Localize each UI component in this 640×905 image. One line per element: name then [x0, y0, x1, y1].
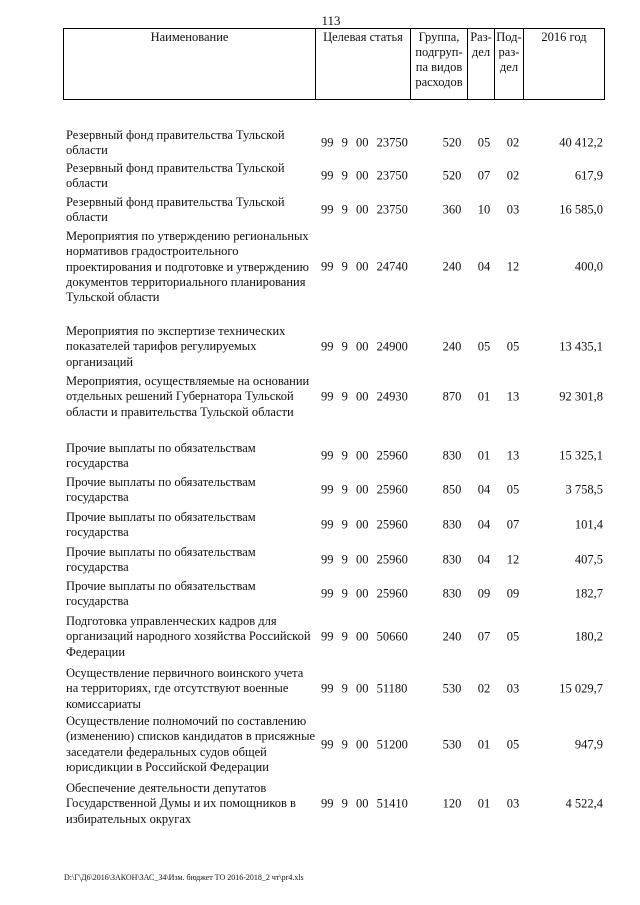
row-expense-group: 520 [442, 168, 462, 183]
row-amount: 13 435,1 [559, 339, 603, 354]
row-subsection: 03 [506, 681, 520, 696]
row-section: 05 [477, 339, 491, 354]
table-row [66, 545, 611, 576]
row-expense-group: 360 [442, 202, 462, 217]
row-amount: 400,0 [574, 259, 603, 274]
row-expense-group: 120 [442, 796, 462, 811]
row-name: Прочие выплаты по обязательствам государства [66, 441, 256, 471]
row-name: Прочие выплаты по обязательствам государства [66, 579, 256, 609]
row-target-article: 99 9 00 50660 [321, 629, 408, 644]
row-subsection: 12 [506, 259, 520, 274]
row-target-article: 99 9 00 23750 [321, 168, 408, 183]
row-target-article: 99 9 00 25960 [321, 448, 408, 463]
row-section: 04 [477, 259, 491, 274]
row-target-article: 99 9 00 24900 [321, 339, 408, 354]
row-subsection: 05 [506, 339, 520, 354]
row-name: Осуществление первичного воинского учета на территориях, где отсутствуют военные комиссариаты [66, 666, 304, 711]
row-amount: 182,7 [574, 586, 603, 601]
row-section: 01 [477, 448, 491, 463]
row-subsection: 02 [506, 135, 520, 150]
row-name: Прочие выплаты по обязательствам государства [66, 545, 256, 575]
row-name: Резервный фонд правительства Тульской области [66, 195, 285, 225]
row-name: Мероприятия по утверждению региональных нормативов градостроительного проектирования и подготовке и утверждению документов территориального планирования Тульской области [66, 229, 309, 305]
row-section: 09 [477, 586, 491, 601]
table-row [66, 229, 611, 305]
row-subsection: 05 [506, 737, 520, 752]
row-target-article: 99 9 00 51410 [321, 796, 408, 811]
row-amount: 15 325,1 [559, 448, 603, 463]
table-row [66, 128, 611, 159]
row-subsection: 03 [506, 796, 520, 811]
row-expense-group: 240 [442, 259, 462, 274]
footer-file-path: D:\Г\Д6\2016\ЗАКОН\ЗАС_34\Изм. бюджет ТО 2016-2018_2 чт\pr4.xls [64, 873, 304, 882]
row-name: Обеспечение деятельности депутатов Государственной Думы и их помощников в избирательных округах [66, 781, 296, 826]
row-subsection: 12 [506, 552, 520, 567]
row-name: Мероприятия, осуществляемые на основании отдельных решений Губернатора Тульской области и правительства Тульской области [66, 374, 310, 419]
row-subsection: 09 [506, 586, 520, 601]
row-name: Подготовка управленческих кадров для организаций народного хозяйства Российской Федерации [66, 614, 311, 659]
row-subsection: 05 [506, 482, 520, 497]
row-amount: 617,9 [574, 168, 603, 183]
row-section: 04 [477, 482, 491, 497]
row-target-article: 99 9 00 25960 [321, 552, 408, 567]
row-amount: 92 301,8 [559, 389, 603, 404]
row-amount: 40 412,2 [559, 135, 603, 150]
row-section: 04 [477, 552, 491, 567]
row-name: Прочие выплаты по обязательствам государства [66, 510, 256, 540]
row-amount: 947,9 [574, 737, 603, 752]
row-section: 02 [477, 681, 491, 696]
row-section: 05 [477, 135, 491, 150]
row-target-article: 99 9 00 51180 [321, 681, 408, 696]
row-subsection: 13 [506, 389, 520, 404]
table-row [66, 161, 611, 192]
row-section: 01 [477, 737, 491, 752]
row-name: Мероприятия по экспертизе технических показателей тарифов регулируемых организаций [66, 324, 286, 369]
row-subsection: 13 [506, 448, 520, 463]
row-section: 07 [477, 168, 491, 183]
row-name: Осуществление полномочий по составлению (изменению) списков кандидатов в присяжные заседатели федеральных судов общей юрисдикции в Российской Федерации [66, 714, 316, 774]
table-row [66, 195, 611, 226]
page-number: 113 [321, 13, 341, 28]
header-year-2016: 2016 год [524, 29, 605, 100]
row-section: 01 [477, 796, 491, 811]
row-target-article: 99 9 00 23750 [321, 135, 408, 150]
table-row [66, 714, 611, 775]
row-expense-group: 830 [442, 586, 462, 601]
row-expense-group: 850 [442, 482, 462, 497]
row-section: 01 [477, 389, 491, 404]
row-target-article: 99 9 00 24740 [321, 259, 408, 274]
row-expense-group: 520 [442, 135, 462, 150]
row-amount: 16 585,0 [559, 202, 603, 217]
row-expense-group: 830 [442, 448, 462, 463]
row-expense-group: 870 [442, 389, 462, 404]
row-expense-group: 830 [442, 552, 462, 567]
header-name: Наименование [64, 29, 316, 100]
row-target-article: 99 9 00 25960 [321, 517, 408, 532]
row-amount: 3 758,5 [565, 482, 603, 497]
header-expense-group: Группа, подгруп-па видов расходов [411, 29, 468, 100]
row-section: 04 [477, 517, 491, 532]
table-header [63, 28, 605, 100]
row-expense-group: 240 [442, 339, 462, 354]
row-section: 07 [477, 629, 491, 644]
row-name: Резервный фонд правительства Тульской области [66, 161, 285, 191]
row-subsection: 02 [506, 168, 520, 183]
table-row [66, 510, 611, 541]
row-amount: 407,5 [574, 552, 603, 567]
row-target-article: 99 9 00 51200 [321, 737, 408, 752]
row-amount: 101,4 [574, 517, 603, 532]
row-amount: 15 029,7 [559, 681, 603, 696]
row-expense-group: 530 [442, 737, 462, 752]
table-row [66, 781, 611, 827]
table-row [66, 475, 611, 506]
table-row [66, 374, 611, 420]
table-row [66, 324, 611, 370]
row-subsection: 03 [506, 202, 520, 217]
row-expense-group: 830 [442, 517, 462, 532]
row-subsection: 05 [506, 629, 520, 644]
row-target-article: 99 9 00 23750 [321, 202, 408, 217]
table-row [66, 441, 611, 472]
row-target-article: 99 9 00 25960 [321, 482, 408, 497]
row-name: Резервный фонд правительства Тульской области [66, 128, 285, 158]
header-section: Раз-дел [468, 29, 495, 100]
row-target-article: 99 9 00 25960 [321, 586, 408, 601]
row-name: Прочие выплаты по обязательствам государства [66, 475, 256, 505]
header-subsection: Под-раз-дел [495, 29, 524, 100]
table-row [66, 614, 611, 660]
row-section: 10 [477, 202, 491, 217]
row-amount: 180,2 [574, 629, 603, 644]
table-row [66, 579, 611, 610]
row-amount: 4 522,4 [565, 796, 603, 811]
table-row [66, 666, 611, 712]
header-target-article: Целевая статья [316, 29, 411, 100]
row-expense-group: 240 [442, 629, 462, 644]
row-target-article: 99 9 00 24930 [321, 389, 408, 404]
row-subsection: 07 [506, 517, 520, 532]
row-expense-group: 530 [442, 681, 462, 696]
